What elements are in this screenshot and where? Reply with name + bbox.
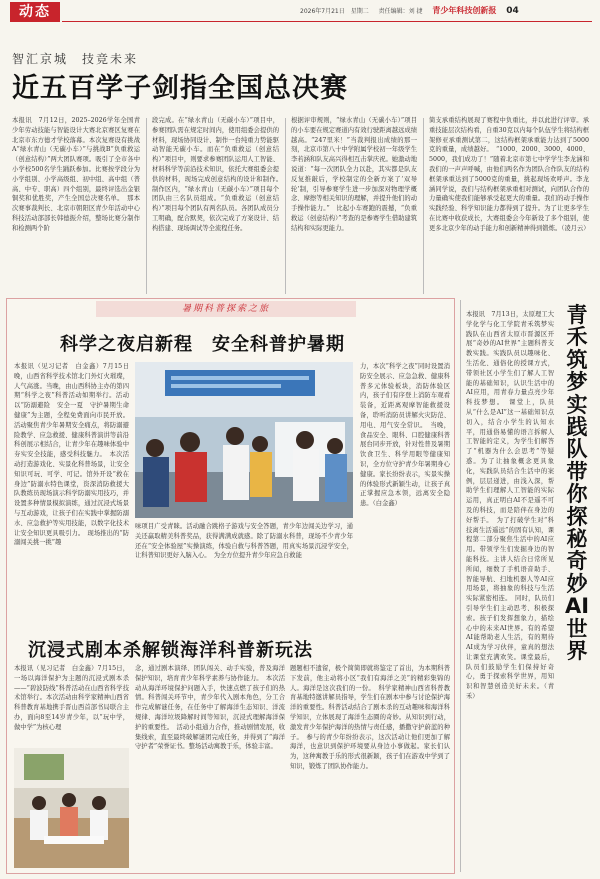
- column-divider: [285, 118, 286, 294]
- article-column-4: 简支承重结构展现了赛程中负重比，并以此进行评审。承重技能层次结构看，自重30克以内每个队伍学生将结构框架修亚承重测试第二，这结构框架承重能力达到了5000克的重量，成绩越好。 “1000、2000、3000、4000、5000，我们成功了！”随着北京市第七中学学生李龙涵和我们的一声声呼喊，由他们两名作为团队合作队友的结构框架承重达到了5000克的重量，挑起现场欢呼声。李龙涵同学说，我们与结构框架承重相对测试，向团队合作的力量确实使我们能够承受起更大的重量。我们的动手操作实践经验、科学知识能力都得到了提升。为了让更多学生在比赛中收获成长，大赛组委会今年新设了多个组别，使更多北京少年的动手能力和创新精神得到锻炼。（凌月云）: [429, 117, 590, 232]
- article-1-headline: 科学之夜启新程 安全科普护暑期: [60, 334, 345, 355]
- editor-credit: 责任编辑：刘 捷: [378, 8, 423, 15]
- column-divider: [146, 118, 147, 294]
- article-1-text-1: 本报讯（见习记者 白金鑫）7月15日晚，山西省科学技术馆北门外灯火璀璨，人气高涨。当晚，由山西科协主办的第四期“科学之夜”科普活动如期举行。活动以“防溺避险 安全一夏 守护暑期生命健康”为主题，全程免费面向市民开放。活动聚焦青少年暑期安全痛点，将防溺避险教学、应急救援、健康科普演讲等前沿科创展示相结合，让青少年在趣味体验中夯实安全技能，感受科技魅力。 本次活动打造游戏化、实景化科普场景，让安全知识可玩、可学、可记。馆外开设“救在身边”防溺水特色课堂，资深消防救援大队教练员现场演示科学防溺实用技巧，并设置多种情景模拟演练，通过沉浸式场景与互动游戏，让孩子们在实践中掌握防溺水、应急救护等实用技能，以数字化技术让安全知识更具吸引力。 现场推出的“防溺闯关挑一挑”趣: [14, 363, 129, 547]
- article-2-text-2: 念，通过剧本演绎、团队闯关、动手实验，普及海洋保护知识，培育青少年科学素养与协作能力。 本次活动从海洋环境保护问题入手，快速点燃了孩子们的热情。科普闯关环节中，青少年代入剧本角色，分工合作完成解谜任务，在任务中了解海洋生态知识、洋流规律、海洋垃圾降解时间等知识，沉浸式理解海洋保护的重要性。 活动小组通力合作，推动剧情发展，收集线索，直至最终破解谜团完成任务，并得到了“海洋守护者”荣誉证书。整场活动寓教于乐，体验丰富。: [135, 665, 285, 751]
- article-1-text-2: 味项目广受青睐。活动融合跳格子游戏与安全答题，青少年边闯关边学习，通关还赢取精美科普奖品，获得满满成就感。除了防溺水科普，现场不少青少年还在“安全体验屋”实操演练，体验自救与科普答题，用真实场景沉浸学安全，让科普知识更好入脑入心。 为全方位提升青少年应急自救能: [135, 523, 353, 560]
- header-info: [300, 5, 519, 16]
- page-header: [0, 0, 600, 24]
- article-2-text-1: 本报讯（见习记者 白金鑫）7月15日，一场以海洋保护为主题的沉浸式剧本杀——“碧波防线”科普活动在山西省科学技术馆举行。本次活动由科学家精神山西省科普教育基地携手晋山西首部书局联合主办，面向8至14岁青少年，以“玩中学，做中学”为核心理: [14, 665, 129, 731]
- side-article-headline: 青禾筑梦实践队带你探秘奇妙AI世界: [564, 303, 590, 664]
- side-article-text: 本报讯 7月13日，太原理工大学化学与化工学院青禾筑梦实践队在山西省太原市晋源区开展“奇妙的AI世界”主题科普支教实践。实践队员以趣味化、生活化、通俗化的授课方式，带领社区小学生们了解人工智能的基础知识，认识生活中的AI应用，用青春力量点亮少年科技梦想。 课堂上，队员从“什么是AI”这一基础知识点切入，结合小学生的认知水平，用通俗易懂的语言拆解人工智能的定义，为学生们解答了“机器为什么会思考”等疑惑。为了让抽象概念更具象化，实践队员结合生活中的案例，层层递进，由浅入深，帮助学生们理解人工智能的实际运用，真正明白AI不是遥不可及的科技，而是陪伴在身边的好帮手。 为了打破学生对“科技离生活遥远”的固有认知，课程第二部分聚焦生活中的AI应用。带领学生们发掘身边的智能科技。主讲人结合日常所见所闻，细数了手机语音助手、智能导航、扫地机器人等AI应用场景，将抽象的科技与生活实际紧密相连。 同时，队员们引导学生们主动思考、积极探索。孩子们发挥想象力，描绘心中的未来AI世界。有的希望AI能帮助老人生活，有的期待AI成为学习伙伴，童真的想法让课堂充满欢笑。课堂最后，队员们鼓励学生们保持好奇心，勇于探索科学世界，用知识和智慧创造美好未来。（青禾）: [466, 311, 554, 701]
- column-divider: [460, 300, 461, 872]
- column-divider: [423, 118, 424, 294]
- issue-date: 2026年7月21日 星期二: [300, 8, 369, 15]
- article-column-2: 段完成。在“绿水青山（无碳小车）”项目中，参赛团队需在规定时间内，使用组委会提供的材料，现场协同设计、制作一台纯重力势能驱动智能无碳小车。而在“负重救运（创意结构）”项目中，则要求参赛团队运用人工智能、材料科学等前沿技术知识，依托大赛组委会提供的材料，现场完成创意结构的设计和制作。 制作区内，“绿水青山（无碳小车）”项目每个团队由三名队员组成。“负重救运（创意结构）”项目每个团队有两名队员。各团队成员分工明确，配合默契，依次完成了方案设计、结构搭建、现场调试等全流程任务。: [152, 117, 286, 232]
- event-photo: [135, 362, 353, 518]
- event-photo-graphic: [135, 362, 353, 518]
- article-2-text-3: 题题相不遗留，极个简简即就将鉴定了首出，为本期科普下发前，他主动将小区“我们有海洋之美”的精彩集锦的人。海洋是这次我们的一份。 科学家精神山西省科普教育基地特邀讲解员指导，学生们在剧本中参与讨论保护海洋的重要性。科普活动结合了剧本杀的互动趣味和海洋科学知识，立体展现了海洋生态圈的奇妙。从知识到行动，激发青少年保护海洋的热情与责任感，播撒守护蔚蓝的种子。 参与的青少年纷纷表示，这次活动让他们更加了解海洋，也意识到保护环境要从身边小事做起。家长们认为，这种寓教于乐的形式很新颖，孩子们在游戏中学到了知识，锻炼了团队协作能力。: [290, 665, 450, 770]
- article-2-headline: 沉浸式剧本杀解锁海洋科普新玩法: [28, 640, 313, 661]
- activity-photo: [14, 748, 129, 868]
- article-kicker: 智汇京城 技竞未来: [12, 52, 139, 66]
- section-tag: 动态: [10, 2, 60, 22]
- article-headline: 近五百学子剑指全国总决赛: [12, 73, 348, 104]
- activity-photo-graphic: [14, 748, 129, 868]
- article-column-3: 根据评审规则，“绿水青山（无碳小车）”项目的小车要在规定赛道内有效行驶距离越远成绩越高。“247里米！”当裁判报出成绩的那一刻，北京市第八十中学附属学校初一年级学生李若涵和队友高兴得相互击掌庆祝。她激动地说道：“每一次团队全力以赴，其实都是队友反复推敲后，学校制定的全新方案了‘双导轮’制，引导参赛学生进一步加深对物理学概念、摩擦等相关知识的理解，并提升他们的动手操作能力。” 比起小车赛跑的震撼，“负重救运（创意结构）”考查的是参赛学生借助建筑结构和实际更能力。: [291, 117, 418, 232]
- feature-banner: 暑期科普探索之旅: [96, 301, 356, 317]
- page-number: 04: [506, 6, 519, 16]
- header-rule: [62, 21, 592, 22]
- article-column-1: 本报讯 7月12日，2025–2026学年全国青少年劳动技能与智能设计大赛北京赛区复赛在北京市东方德才学校落幕。本次复赛设有挑战A“绿水青山（无碳小车）”与挑战B“负重救运（创意结构）”两大团队赛项。吸引了全市各中小学校500名学生踊跃参加。比赛按学段分为小学组别、小学高级组、初中组、高中组（普高、中专、职高）四个组别，最终评选出金银铜奖和优胜奖，产生全国总决赛名单。 那本次赛事裁判长、北京市朝阳区青少年活动中心科技活动部部长韩德振介绍，整场比赛分制作和检测两个阶: [12, 117, 140, 232]
- paper-name: 青少年科技创新报: [432, 6, 497, 15]
- article-1-text-3: 力，本次“科学之夜”同时设置消防安全展示、应急急救、健康科普多元体验板块，消防体验区内，孩子们有序登上消防车观看装备，近距离观摩智能救援设备，聆听消防员讲解火灾防范、用电、用气安全常识。 当晚，食品安全、眼科、口腔健康科普展台同步开放，针对性普及暑期饮食卫生、科学用眼等健康知识，全方位守护青少年暑期身心健康。家长纷纷表示，实景实操的体验形式新颖生动，让孩子真正掌握应急本领，远离安全隐患。（白金鑫）: [360, 363, 450, 508]
